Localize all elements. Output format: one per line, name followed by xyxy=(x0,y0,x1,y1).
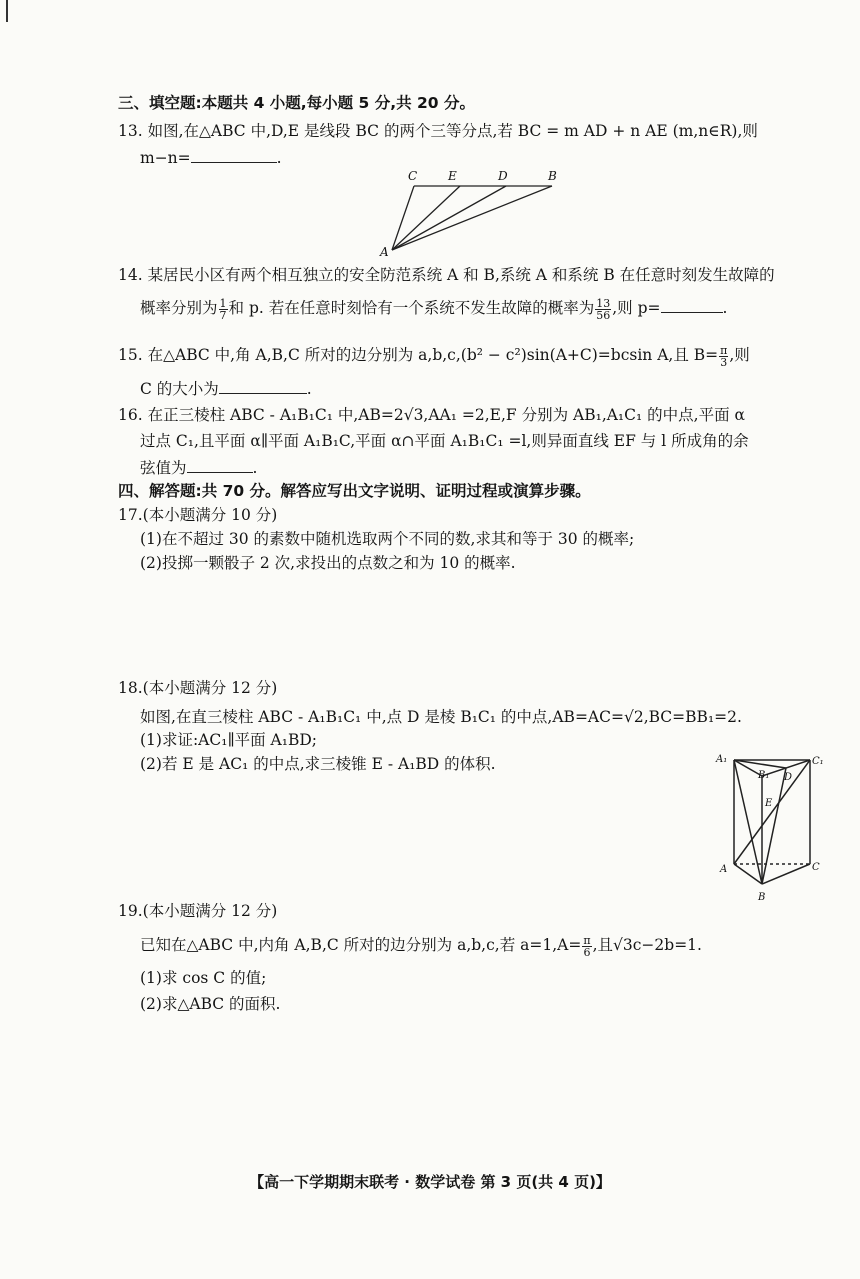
q19-frac-den: 6 xyxy=(583,945,591,959)
q13-line1: 13. 如图,在△ABC 中,D,E 是线段 BC 的两个三等分点,若 BC = m AD + n AE (m,n∈R),则 xyxy=(118,122,758,140)
q18-line1: 如图,在直三棱柱 ABC - A₁B₁C₁ 中,点 D 是棱 B₁C₁ 的中点,AB=AC=√2,BC=BB₁=2. xyxy=(140,708,742,726)
q14-fraction-2 xyxy=(595,298,611,321)
q13-label-a: A xyxy=(380,245,389,259)
q18-label-a1: A₁ xyxy=(716,754,728,765)
q14-frac1-den: 7 xyxy=(219,308,227,322)
q18-label-b: B xyxy=(758,892,766,903)
q15-text-a: 15. 在△ABC 中,角 A,B,C 所对的边分别为 a,b,c,(b² − c²)sin(A+C)=bcsin A,且 B= xyxy=(118,346,719,364)
q18-title: 18.(本小题满分 12 分) xyxy=(118,679,278,697)
q14-text-a: 概率分别为 xyxy=(140,299,218,317)
q14-line1: 14. 某居民小区有两个相互独立的安全防范系统 A 和 B,系统 A 和系统 B 在任意时刻发生故障的 xyxy=(118,266,775,284)
q18-label-b1: B₁ xyxy=(758,770,770,781)
q19-line1 xyxy=(140,934,702,958)
q13-label-e: E xyxy=(448,169,457,183)
q13-label-c: C xyxy=(408,169,418,183)
q18-label-d: D xyxy=(784,772,793,783)
q19-frac-num: π xyxy=(583,933,591,947)
q15-answer-blank[interactable] xyxy=(219,377,307,394)
q19-fraction xyxy=(582,935,591,958)
q14-answer-blank[interactable] xyxy=(661,296,723,313)
q18-label-e: E xyxy=(765,798,773,809)
q19-title: 19.(本小题满分 12 分) xyxy=(118,902,278,920)
q13-line2 xyxy=(140,146,282,169)
q13-answer-blank[interactable] xyxy=(191,146,277,163)
q15-frac-den: 3 xyxy=(720,355,728,369)
q17-title: 17.(本小题满分 10 分) xyxy=(118,506,278,524)
q16-answer-blank[interactable] xyxy=(187,456,253,473)
q18-label-a: A xyxy=(720,864,728,875)
section-3-heading: 三、填空题:本题共 4 小题,每小题 5 分,共 20 分。 xyxy=(118,94,475,112)
q14-frac2-num: 13 xyxy=(596,296,611,310)
q16-prefix: 弦值为 xyxy=(140,459,187,477)
q18-part2: (2)若 E 是 AC₁ 的中点,求三棱锥 E - A₁BD 的体积. xyxy=(140,755,496,773)
q16-suffix: . xyxy=(252,459,258,477)
scan-edge-mark xyxy=(6,0,8,22)
q14-fraction-1 xyxy=(219,298,228,321)
q15-suffix: . xyxy=(306,380,312,398)
q16-line1: 16. 在正三棱柱 ABC - A₁B₁C₁ 中,AB=2√3,AA₁ =2,E,F 分别为 AB₁,A₁C₁ 的中点,平面 α xyxy=(118,406,745,424)
q15-text-b: ,则 xyxy=(729,346,750,364)
q15-frac-num: π xyxy=(720,343,728,357)
q13-label-d: D xyxy=(498,169,508,183)
q16-line3 xyxy=(140,456,257,479)
q14-line2 xyxy=(140,296,727,321)
q18-part1: (1)求证:AC₁∥平面 A₁BD; xyxy=(140,731,317,749)
q19-part2: (2)求△ABC 的面积. xyxy=(140,995,281,1013)
q19-text-a: 已知在△ABC 中,内角 A,B,C 所对的边分别为 a,b,c,若 a=1,A= xyxy=(140,936,582,954)
q18-prism-figure xyxy=(712,748,830,908)
q15-line2 xyxy=(140,377,312,400)
q19-text-b: ,且√3c−2b=1. xyxy=(592,936,702,954)
q13-label-b: B xyxy=(548,169,557,183)
q16-line2: 过点 C₁,且平面 α∥平面 A₁B₁C,平面 α∩平面 A₁B₁C₁ =l,则异面直线 EF 与 l 所成角的余 xyxy=(140,432,749,450)
q14-frac2-den: 56 xyxy=(596,308,611,322)
section-4-heading: 四、解答题:共 70 分。解答应写出文字说明、证明过程或演算步骤。 xyxy=(118,482,591,500)
q14-text-c: ,则 p= xyxy=(612,299,661,317)
q17-part1: (1)在不超过 30 的素数中随机选取两个不同的数,求其和等于 30 的概率; xyxy=(140,530,635,548)
q15-prefix: C 的大小为 xyxy=(140,380,219,398)
q15-fraction xyxy=(719,345,728,368)
page-footer: 【高一下学期期末联考 · 数学试卷 第 3 页(共 4 页)】 xyxy=(249,1173,611,1191)
q19-part1: (1)求 cos C 的值; xyxy=(140,969,267,987)
q14-frac1-num: 1 xyxy=(219,296,227,310)
q17-part2: (2)投掷一颗骰子 2 次,求投出的点数之和为 10 的概率. xyxy=(140,554,516,572)
q13-suffix: . xyxy=(276,149,282,167)
q18-label-c1: C₁ xyxy=(812,756,824,767)
q18-label-c: C xyxy=(812,862,820,873)
q13-prefix: m−n= xyxy=(140,149,191,167)
q13-triangle-figure xyxy=(374,166,574,260)
q15-line1 xyxy=(118,344,750,368)
q14-text-end: . xyxy=(722,299,728,317)
q14-text-b: 和 p. 若在任意时刻恰有一个系统不发生故障的概率为 xyxy=(228,299,595,317)
